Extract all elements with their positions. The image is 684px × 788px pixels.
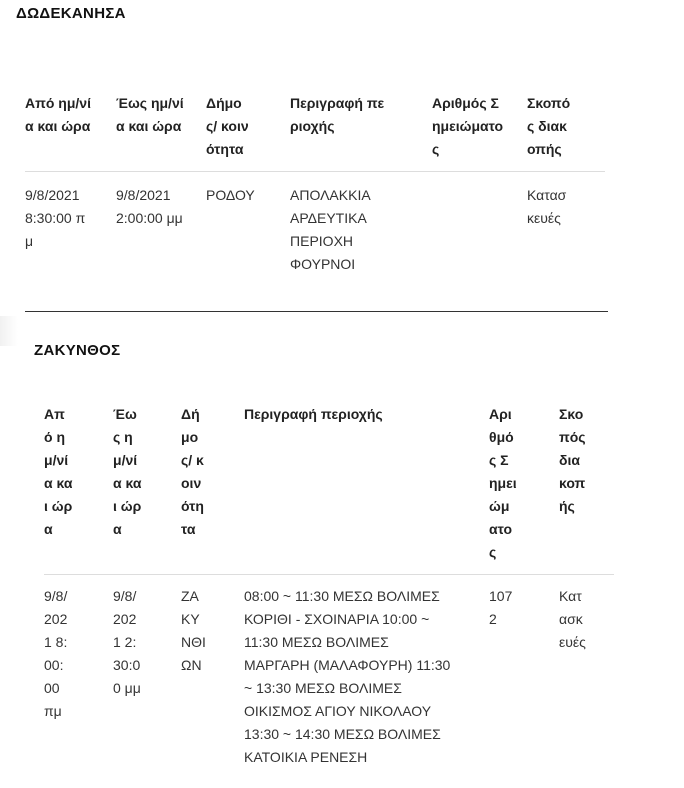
cell-from: 9/8/2021 8:00:00 πμ: [44, 588, 68, 719]
col-header-area-description: Περιγραφή περιοχής: [244, 406, 383, 422]
table-header-row: [25, 92, 605, 172]
col-header-to: Έως ημ/νία και ώρα: [116, 95, 184, 134]
cell-area-description: 08:00 ~ 11:30 ΜΕΣΩ ΒΟΛΙΜΕΣ ΚΟΡΙΘΙ - ΣΧΟΙΝΑΡΙΑ 10:00 ~ 11:30 ΜΕΣΩ ΒΟΛΙΜΕΣ ΜΑΡΓΑΡΗ (ΜΑΛΑΦΟΥΡΗ) 11:30 ~ 13:30 ΜΕΣΩ ΒΟΛΙΜΕΣ ΟΙΚΙΣΜΟΣ ΑΓΙΟΥ ΝΙΚΟΛΑΟΥ 13:30 ~ 14:30 ΜΕΣΩ ΒΟΛΙΜΕΣ ΚΑΤΟΙΚΙΑ ΡΕΝΕΣΗ: [244, 588, 451, 765]
col-header-purpose: Σκοπός διακοπής: [527, 95, 571, 157]
cell-notice-number: [432, 172, 527, 279]
cell-to: 9/8/2021 2:00:00 μμ: [116, 187, 183, 226]
col-header-purpose: Σκοπός διακοπής: [559, 406, 586, 514]
table-header-row: [44, 403, 614, 575]
col-header-from: Από ημ/νία και ώρα: [25, 95, 91, 134]
table-row: [25, 172, 605, 279]
col-header-to: Έως ημ/νία και ώρα: [113, 406, 142, 537]
col-header-notice-number: Αριθμός Σημειώματος: [489, 406, 517, 560]
col-header-municipality: Δήμος/ κοινότητα: [181, 406, 204, 537]
decorative-shadow: [0, 316, 18, 346]
cell-purpose: Κατασκευές: [559, 588, 586, 650]
cell-from: 9/8/2021 8:30:00 πμ: [25, 187, 86, 249]
col-header-municipality: Δήμος/ κοινότητα: [206, 95, 249, 157]
cell-purpose: Κατασκευές: [527, 187, 567, 226]
section-title-dodecanese: ΔΩΔΕΚΑΝΗΣΑ: [16, 5, 126, 22]
cell-municipality: ΖΑΚΥΝΘΙΩΝ: [181, 588, 206, 673]
cell-to: 9/8/2021 2:30:00 μμ: [113, 588, 141, 696]
section-divider: [25, 311, 608, 312]
cell-area-description: ΑΠΟΛΑΚΚΙΑ ΑΡΔΕΥΤΙΚΑ ΠΕΡΙΟΧΗ ΦΟΥΡΝΟΙ: [290, 187, 370, 272]
col-header-from: Από ημ/νία και ώρα: [44, 406, 73, 537]
cell-notice-number: 1072: [489, 588, 513, 627]
cell-municipality: ΡΟΔΟΥ: [206, 187, 255, 203]
table-row: [44, 575, 614, 770]
outage-table-zakynthos: [44, 403, 614, 769]
col-header-notice-number: Αριθμός Σημειώματος: [432, 95, 504, 157]
outage-table-dodecanese: [25, 92, 605, 278]
col-header-area-description: Περιγραφή περιοχής: [290, 95, 385, 134]
section-title-zakynthos: ΖΑΚΥΝΘΟΣ: [34, 342, 121, 359]
